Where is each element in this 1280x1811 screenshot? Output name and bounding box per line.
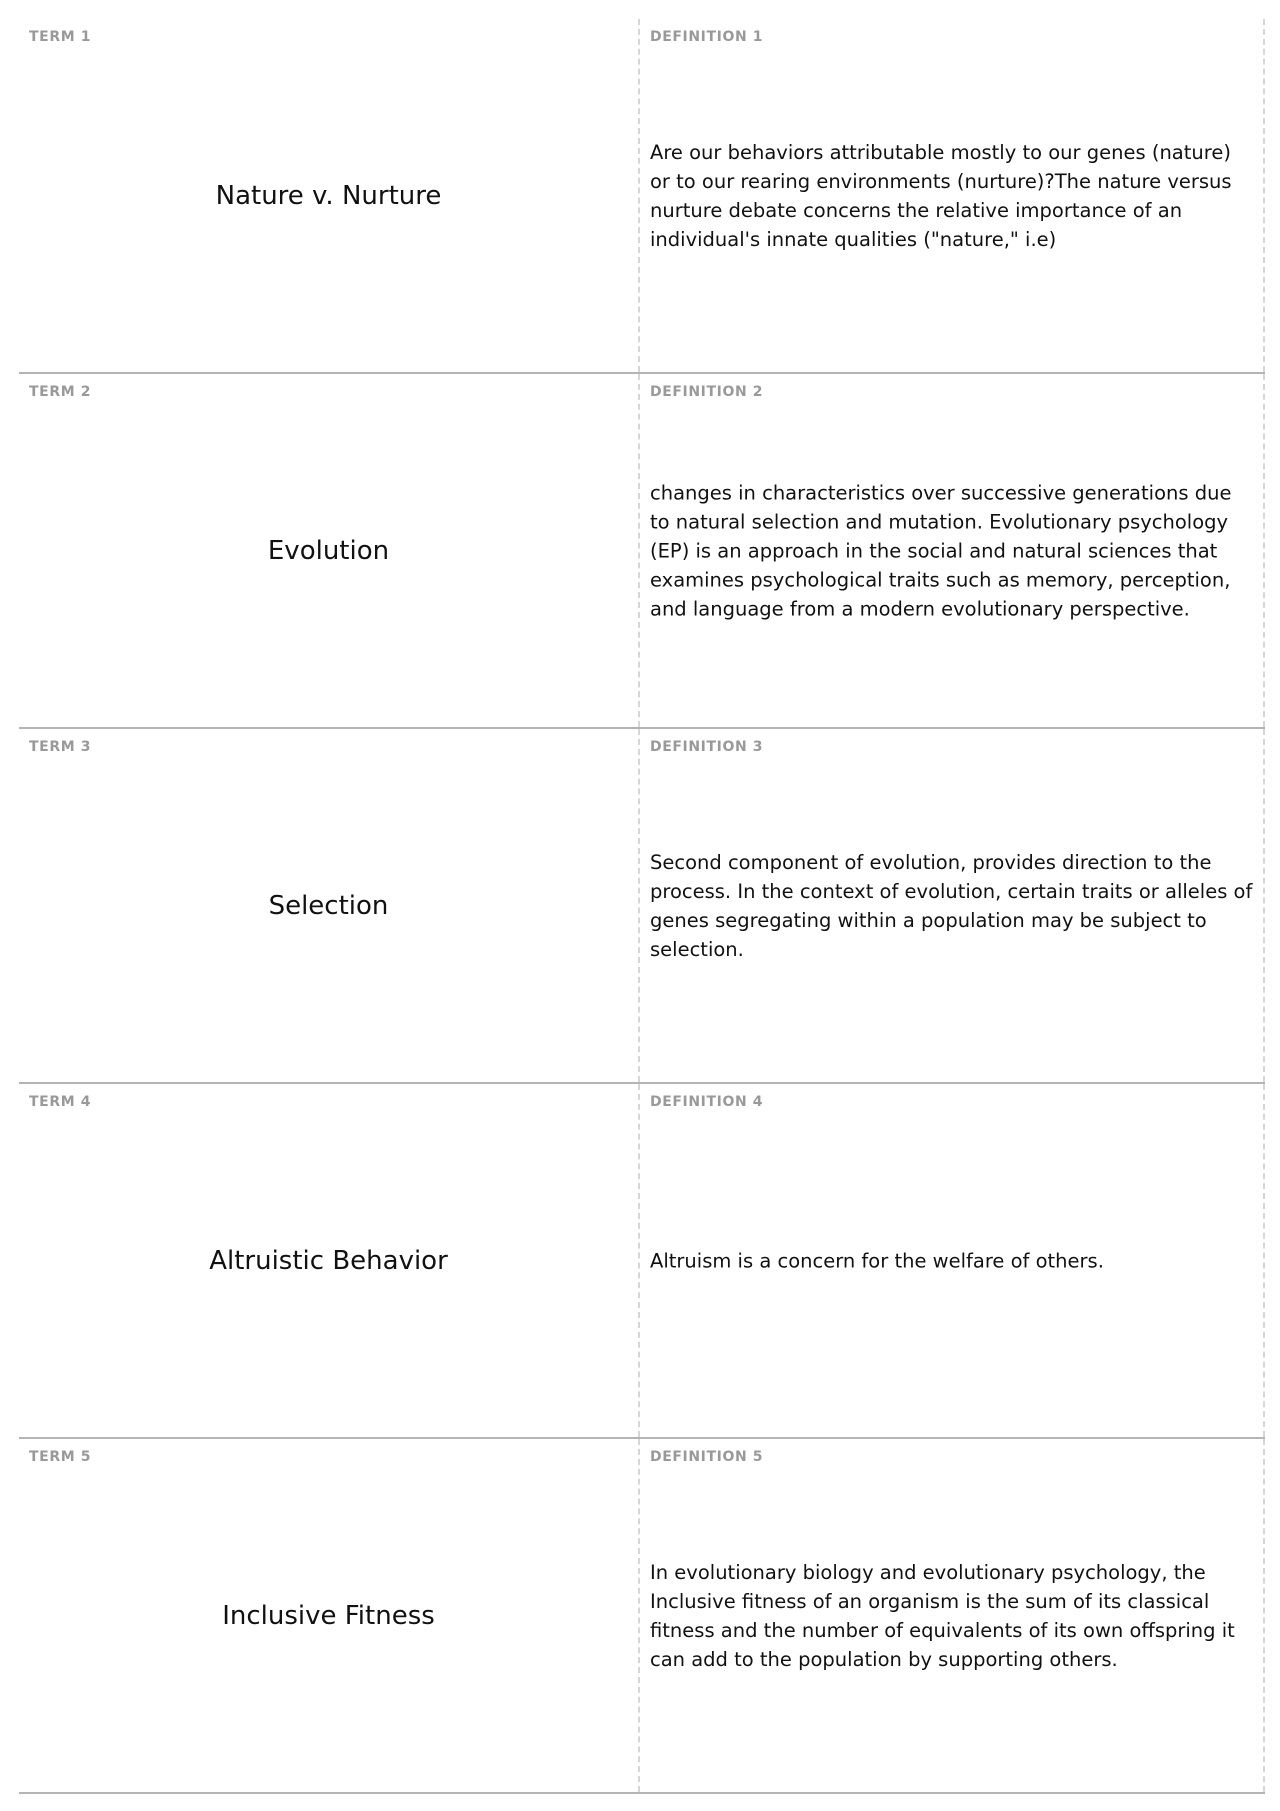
term-label: TERM 2 <box>29 384 92 400</box>
term-label: TERM 1 <box>29 29 92 45</box>
definition-cell <box>640 1439 1265 1792</box>
term-cell <box>19 374 640 727</box>
term-text: Nature v. Nurture <box>215 180 442 211</box>
flashcard-sheet <box>19 19 1265 1794</box>
card-row-1 <box>19 19 1265 374</box>
definition-text: Second component of evolution, provides direction to the process. In the context of evolution, certain traits or alleles of genes segregating within a population may be subject to selection. <box>650 850 1253 961</box>
definition-text: Altruism is a concern for the welfare of others. <box>650 1249 1104 1272</box>
definition-cell <box>640 1084 1265 1437</box>
definition-text: Are our behaviors attributable mostly to our genes (nature) or to our rearing environments (nurture)?The nature versus nurture debate concerns the relative importance of an individual's innate qualities ("nature," i.e) <box>650 140 1232 251</box>
definition-text: changes in characteristics over successive generations due to natural selection and mutation. Evolutionary psychology (EP) is an approach in the social and natural sciences that examines psychological traits such as memory, perception, and language from a modern evolutionary perspective. <box>650 481 1232 620</box>
definition-label: DEFINITION 5 <box>650 1449 764 1465</box>
term-cell <box>19 729 640 1082</box>
definition-cell <box>640 729 1265 1082</box>
definition-cell <box>640 19 1265 372</box>
card-row-3 <box>19 729 1265 1084</box>
term-text: Evolution <box>267 535 390 566</box>
definition-cell <box>640 374 1265 727</box>
term-label: TERM 5 <box>29 1449 92 1465</box>
term-text: Altruistic Behavior <box>209 1245 448 1276</box>
card-row-4 <box>19 1084 1265 1439</box>
definition-text: In evolutionary biology and evolutionary psychology, the Inclusive fitness of an organism is the sum of its classical fitness and the number of equivalents of its own offspring it can add to the population by supporting others. <box>650 1560 1235 1671</box>
card-row-2 <box>19 374 1265 729</box>
term-cell <box>19 19 640 372</box>
term-label: TERM 3 <box>29 739 92 755</box>
term-text: Inclusive Fitness <box>222 1600 435 1631</box>
card-row-5 <box>19 1439 1265 1794</box>
definition-label: DEFINITION 4 <box>650 1094 764 1110</box>
term-label: TERM 4 <box>29 1094 92 1110</box>
term-cell <box>19 1439 640 1792</box>
definition-label: DEFINITION 2 <box>650 384 764 400</box>
definition-label: DEFINITION 1 <box>650 29 764 45</box>
term-cell <box>19 1084 640 1437</box>
definition-label: DEFINITION 3 <box>650 739 764 755</box>
term-text: Selection <box>268 890 389 921</box>
